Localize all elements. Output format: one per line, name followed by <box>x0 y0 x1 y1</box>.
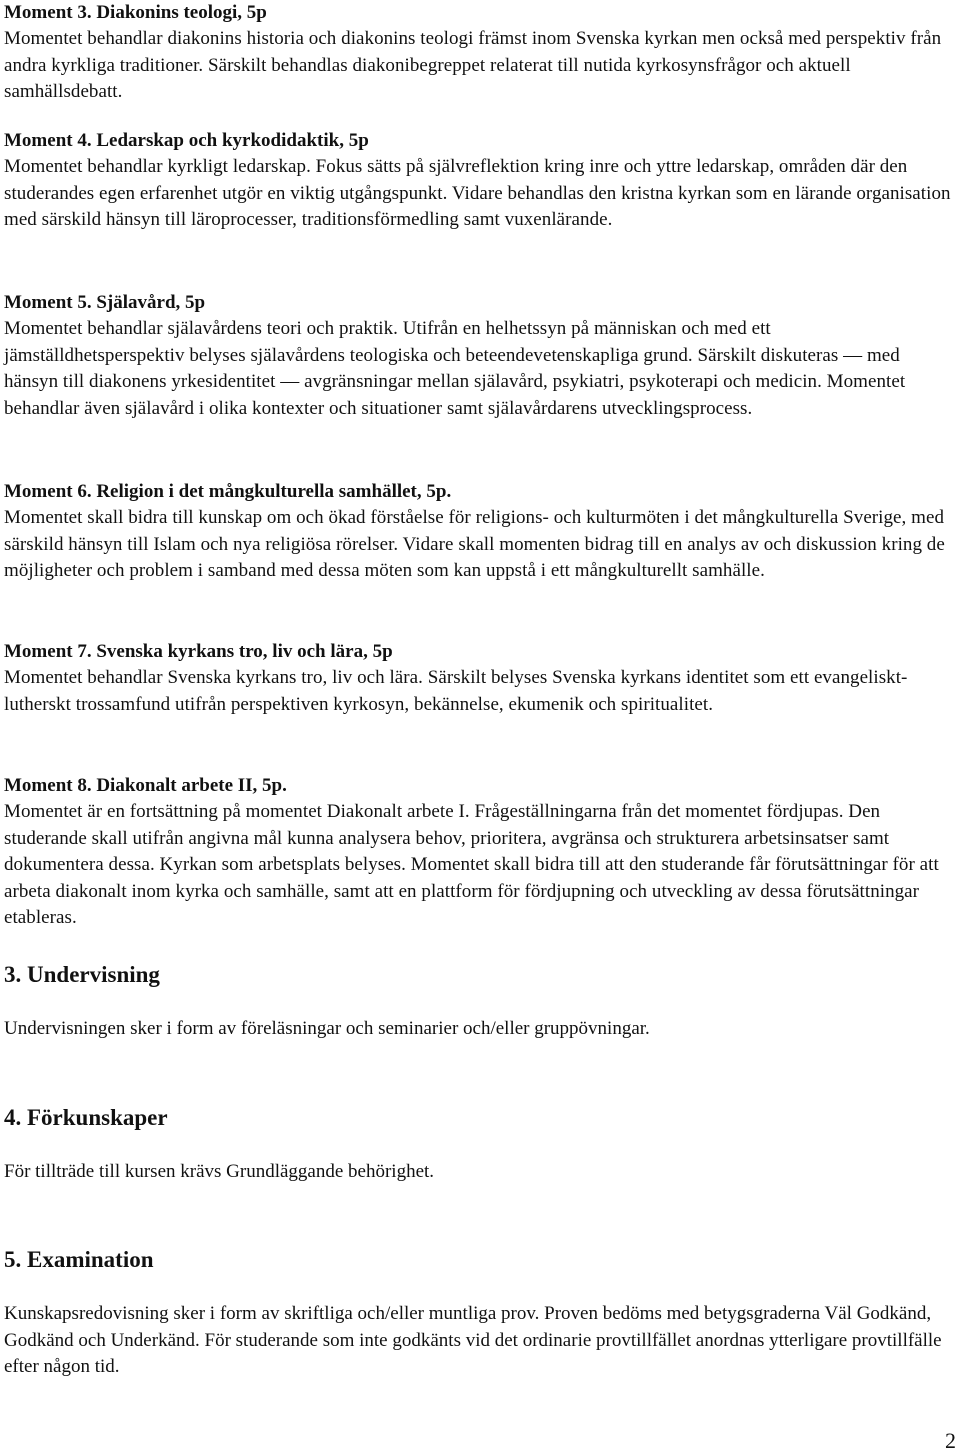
section-examination-body: Kunskapsredovisning sker i form av skriftliga och/eller muntliga prov. Proven bedöms med betygsgraderna Väl Godkänd, Godkänd och Underkänd. För studerande som inte godkänts vid det ordinarie provtillfället anordnas ytterligare provtillfälle efter någon tid. <box>4 1303 942 1378</box>
moment-6-title: Moment 6. Religion i det mångkulturella samhället, 5p. <box>4 481 452 502</box>
moment-8 <box>4 773 954 932</box>
moment-7 <box>4 639 954 718</box>
page-number: 2 <box>945 1428 956 1453</box>
moment-6 <box>4 479 954 585</box>
moment-4 <box>4 128 954 234</box>
section-undervisning-body: Undervisningen sker i form av föreläsningar och seminarier och/eller gruppövningar. <box>4 1018 650 1039</box>
moment-5-body: Momentet behandlar själavårdens teori och praktik. Utifrån en helhetssyn på människan och med ett jämställdhetsperspektiv belyses själavårdens teologiska och beteendevetenskapliga grund. Särskilt diskuteras — med hänsyn till diakonens yrkesidentitet — avgränsningar mellan själavård, psykiatri, psykoterapi och medicin. Momentet behandlar även själavård i olika kontexter och situationer samt själavårdarens utvecklingsprocess. <box>4 318 906 419</box>
moment-4-body: Momentet behandlar kyrkligt ledarskap. Fokus sätts på självreflektion kring inre och yttre ledarskap, områden där den studerandes egen erfarenhet utgör en viktig utgångspunkt. Vidare behandlas den kristna kyrkan som en lärande organisation med särskild hänsyn till läroprocesser, traditionsförmedling samt vuxenlärande. <box>4 156 951 231</box>
section-forkunskaper-body: För tillträde till kursen krävs Grundläggande behörighet. <box>4 1161 435 1182</box>
moment-5 <box>4 290 954 422</box>
moment-8-title: Moment 8. Diakonalt arbete II, 5p. <box>4 775 287 796</box>
section-undervisning-title: 3. Undervisning <box>4 962 160 987</box>
moment-3-body: Momentet behandlar diakonins historia och diakonins teologi främst inom Svenska kyrkan men också med perspektiv från andra kyrkliga traditioner. Särskilt behandlas diakonibegreppet relaterat till nutida kyrkosynsfrågor och aktuell samhällsdebatt. <box>4 28 942 103</box>
section-forkunskaper-title: 4. Förkunskaper <box>4 1105 168 1130</box>
section-forkunskaper <box>4 1103 954 1186</box>
moment-7-body: Momentet behandlar Svenska kyrkans tro, liv och lära. Särskilt belyses Svenska kyrkans identitet som ett evangeliskt- lutherskt trossamfund utifrån perspektiven kyrkosyn, bekännelse, ekumenik och spiritualitet. <box>4 667 908 715</box>
moment-3-title: Moment 3. Diakonins teologi, 5p <box>4 2 267 23</box>
section-examination <box>4 1245 954 1381</box>
section-undervisning <box>4 960 954 1043</box>
moment-7-title: Moment 7. Svenska kyrkans tro, liv och lära, 5p <box>4 641 393 662</box>
section-examination-title: 5. Examination <box>4 1247 154 1272</box>
moment-3 <box>4 0 954 106</box>
moment-6-body: Momentet skall bidra till kunskap om och ökad förståelse för religions- och kulturmöten i det mångkulturella Sverige, med särskild hänsyn till Islam och nya religiösa rörelser. Vidare skall momenten bidrag till en analys av och diskussion kring de möjligheter och problem i samband med dessa möten som kan uppstå i ett mångkulturellt samhälle. <box>4 507 945 582</box>
moment-8-body: Momentet är en fortsättning på momentet Diakonalt arbete I. Frågeställningarna från det momentet fördjupas. Den studerande skall utifrån angivna mål kunna analysera behov, prioritera, avgränsa och strukturera arbetsinsatser samt dokumentera dessa. Kyrkan som arbetsplats belyses. Momentet skall bidra till att den studerande får förutsättningar för att arbeta diakonalt inom kyrka och samhälle, samt att en plattform för fördjupning och utveckling av dessa förutsättningar etableras. <box>4 801 939 929</box>
moment-4-title: Moment 4. Ledarskap och kyrkodidaktik, 5p <box>4 130 369 151</box>
moment-5-title: Moment 5. Själavård, 5p <box>4 292 206 313</box>
